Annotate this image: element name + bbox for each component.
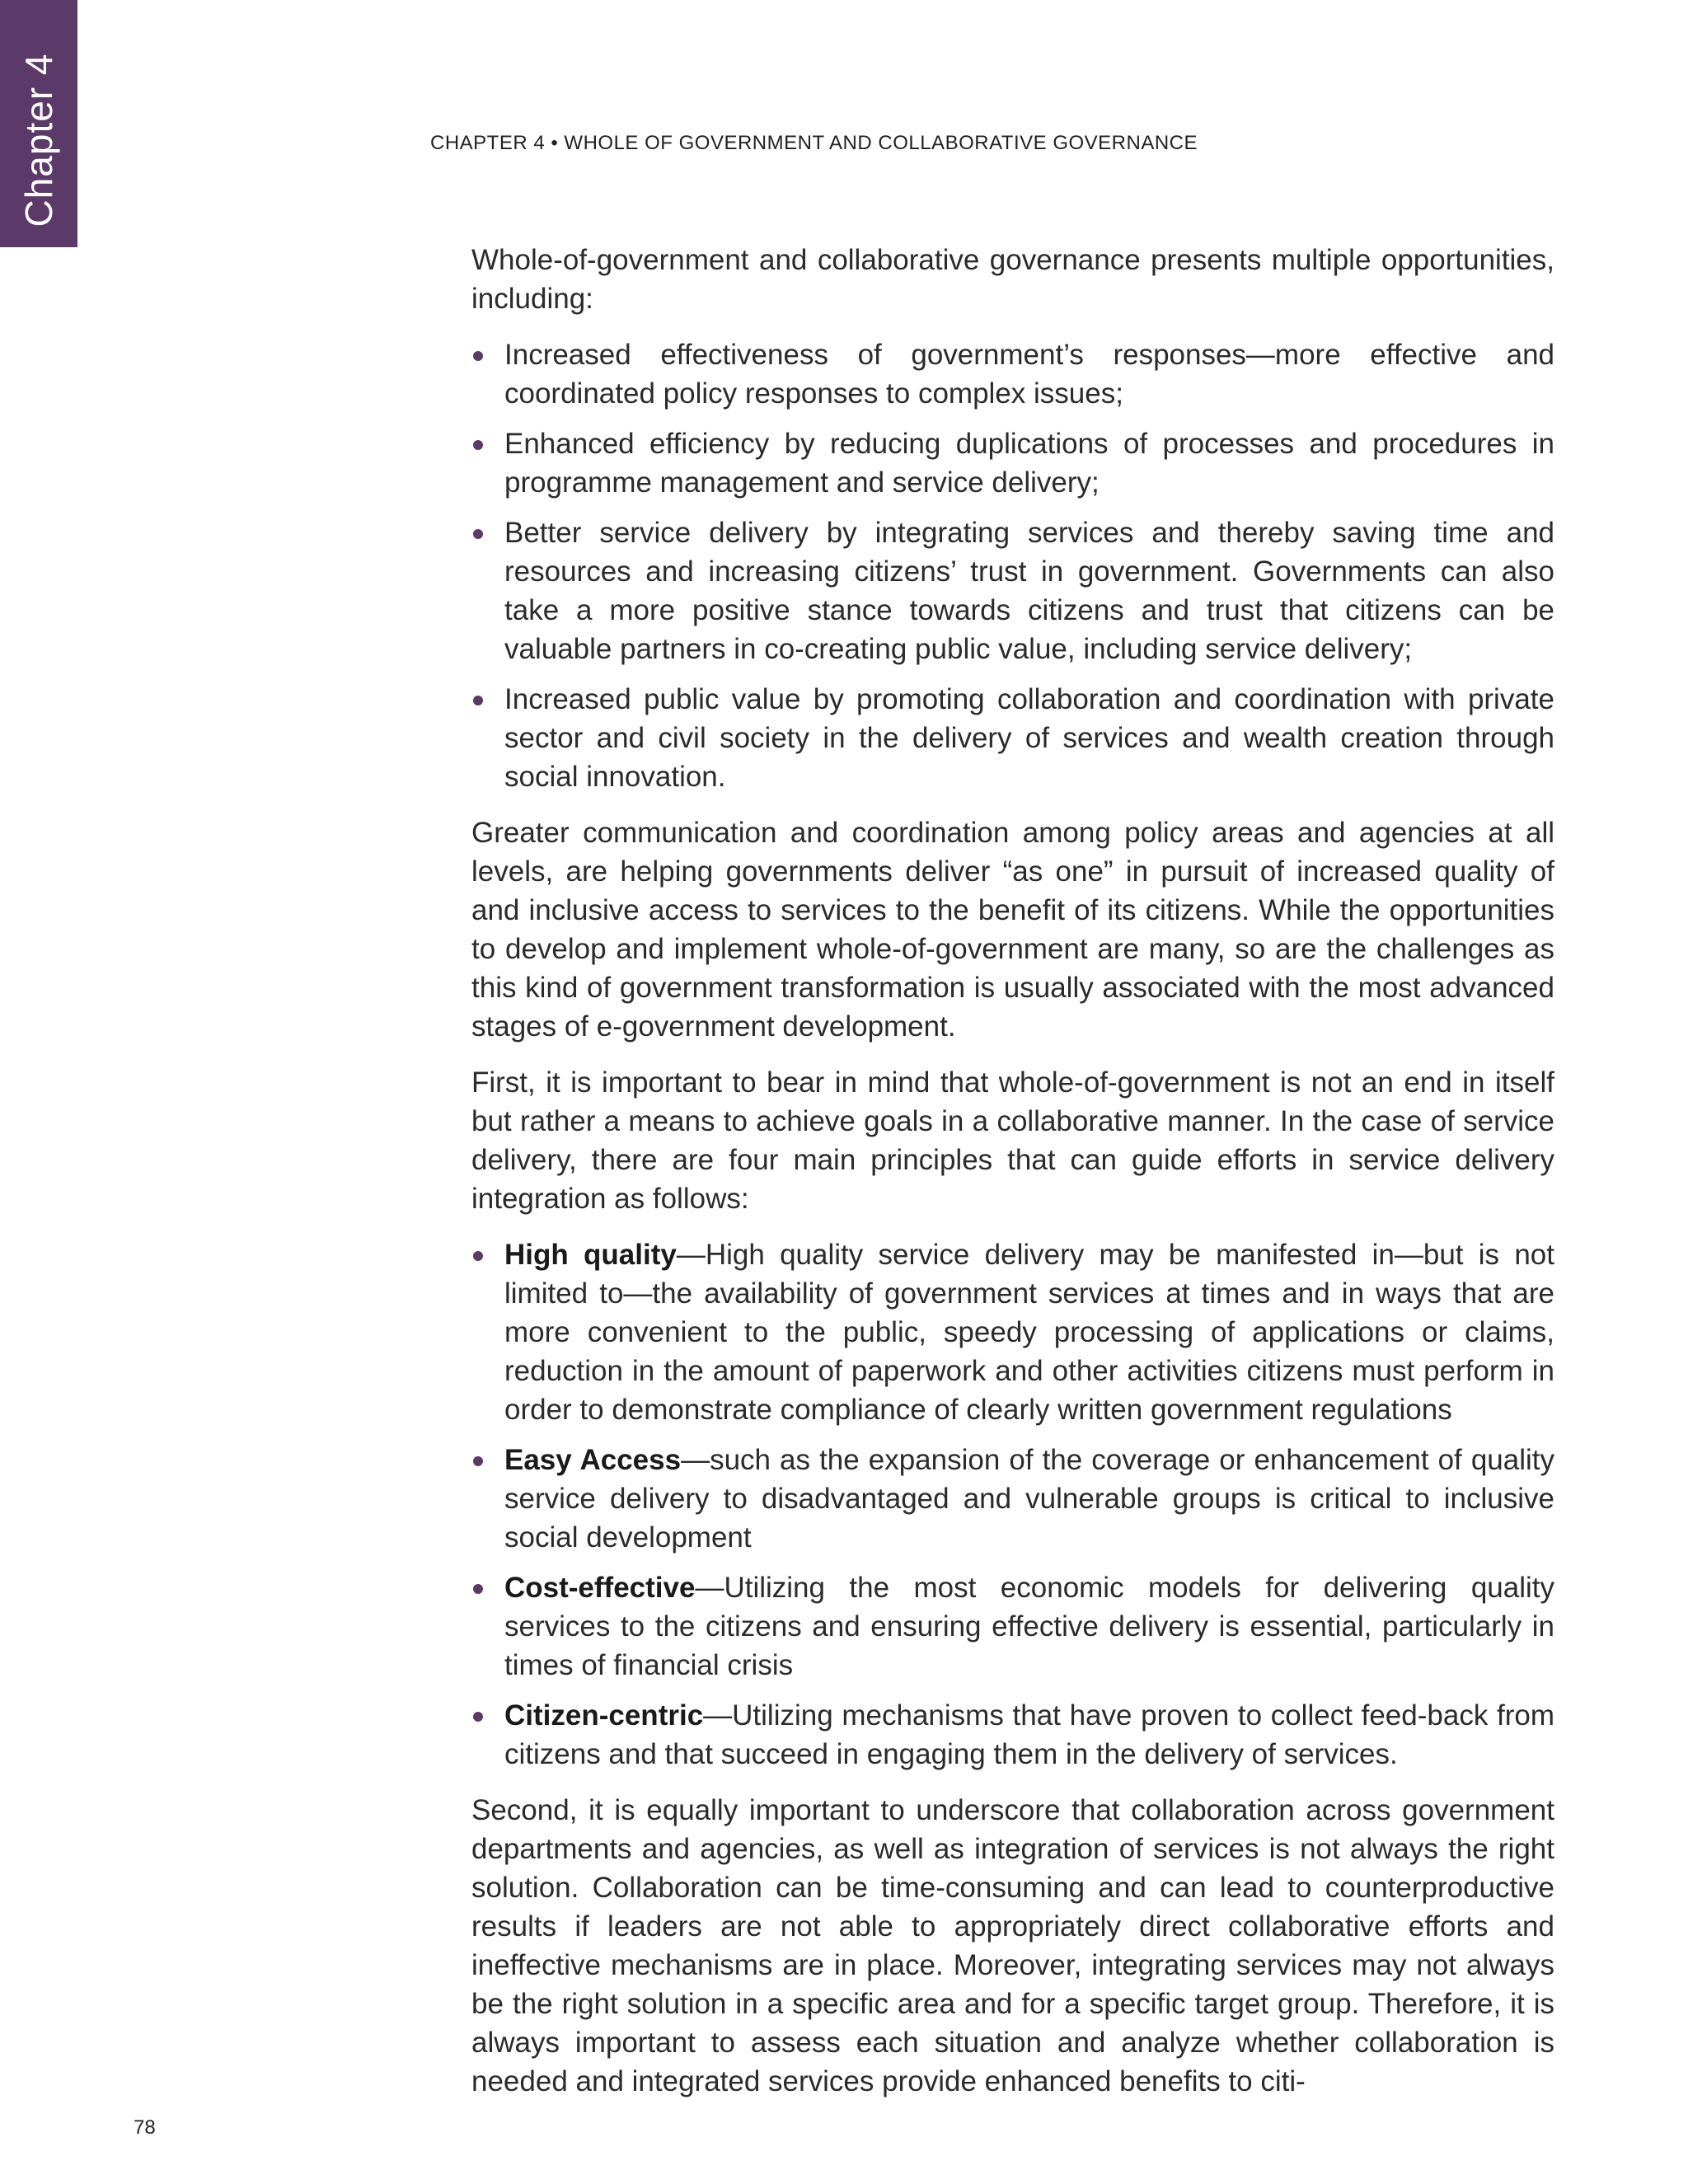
bullet-icon bbox=[473, 529, 483, 539]
principle-item bbox=[471, 1441, 1554, 1557]
bullet-icon bbox=[473, 696, 483, 705]
paragraph-principles-intro: First, it is important to bear in mind that whole-of-government is not an end in itself but rather a means to achieve goals in a collaborative manner. In the case of service delivery, there are four main principles that can guide efforts in service delivery integration as follows: bbox=[471, 1066, 1554, 1215]
list-item: Increased effectiveness of government’s responses—more effective and coordinated policy responses to complex issues; bbox=[471, 335, 1554, 413]
principles-list bbox=[471, 1235, 1554, 1774]
principle-item bbox=[471, 1696, 1554, 1774]
list-item: Better service delivery by integrating services and thereby saving time and resources and increasing citizens’ trust in government. Governments can also take a more positive stance towards citizens and trust that citizens can be valuable partners in co-creating public value, including service delivery; bbox=[471, 513, 1554, 668]
running-head: CHAPTER 4 • WHOLE OF GOVERNMENT AND COLLABORATIVE GOVERNANCE bbox=[430, 132, 1198, 154]
principle-text: —Utilizing mechanisms that have proven to collect feed-back from citizens and that succeed in engaging them in the delivery of services. bbox=[504, 1699, 1554, 1770]
chapter-tab bbox=[0, 0, 77, 247]
principle-term: Easy Access bbox=[504, 1444, 682, 1476]
principle-item bbox=[471, 1568, 1554, 1685]
principle-term: Citizen-centric bbox=[504, 1699, 704, 1732]
list-item: Enhanced efficiency by reducing duplications of processes and procedures in programme management and service delivery; bbox=[471, 424, 1554, 502]
chapter-tab-label: Chapter 4 bbox=[17, 53, 60, 227]
bullet-icon bbox=[473, 1712, 483, 1722]
principle-text: —Utilizing the most economic models for delivering quality services to the citizens and ensuring effective delivery is essential, particularly in times of financial crisis bbox=[504, 1572, 1554, 1681]
bullet-icon bbox=[473, 440, 483, 450]
page-number: 78 bbox=[134, 2116, 156, 2139]
intro-paragraph: Whole-of-government and collaborative governance presents multiple opportunities, including: bbox=[471, 244, 1554, 315]
body-text bbox=[471, 241, 1554, 2118]
principle-term: Cost-effective bbox=[504, 1572, 696, 1604]
opportunities-list bbox=[471, 335, 1554, 796]
paragraph-collaboration-caveat: Second, it is equally important to underscore that collaboration across government departments and agencies, as well as integration of services is not always the right solution. Collaboration can be time-consuming and can lead to counterproductive results if leaders are not able to appropriately direct collaborative efforts and ineffective mechanisms are in place. Moreover, integrating services may not always be the right solution in a specific area and for a specific target group. Therefore, it is always important to assess each situation and analyze whether collaboration is needed and integrated services provide enhanced benefits to citi- bbox=[471, 1794, 1554, 2097]
principle-item bbox=[471, 1235, 1554, 1429]
principle-term: High quality bbox=[504, 1239, 677, 1271]
bullet-icon bbox=[473, 1251, 483, 1261]
bullet-icon bbox=[473, 1456, 483, 1466]
paragraph-communication: Greater communication and coordination among policy areas and agencies at all levels, are helping governments deliver “as one” in pursuit of increased quality of and inclusive access to services to the benefit of its citizens. While the opportunities to develop and implement whole-of-government are many, so are the challenges as this kind of government transformation is usually associated with the most advanced stages of e-government development. bbox=[471, 817, 1554, 1043]
bullet-icon bbox=[473, 1584, 483, 1594]
bullet-icon bbox=[473, 351, 483, 361]
principle-text: —High quality service delivery may be manifested in—but is not limited to—the availability of government services at times and in ways that are more convenient to the public, speedy processing of applications or claims, reduction in the amount of paperwork and other activities citizens must perform in order to demonstrate compliance of clearly written government regulations bbox=[504, 1239, 1554, 1426]
list-item: Increased public value by promoting collaboration and coordination with private sector and civil society in the delivery of services and wealth creation through social innovation. bbox=[471, 680, 1554, 796]
principle-text: —such as the expansion of the coverage or enhancement of quality service delivery to disadvantaged and vulnerable groups is critical to inclusive social development bbox=[504, 1444, 1554, 1554]
